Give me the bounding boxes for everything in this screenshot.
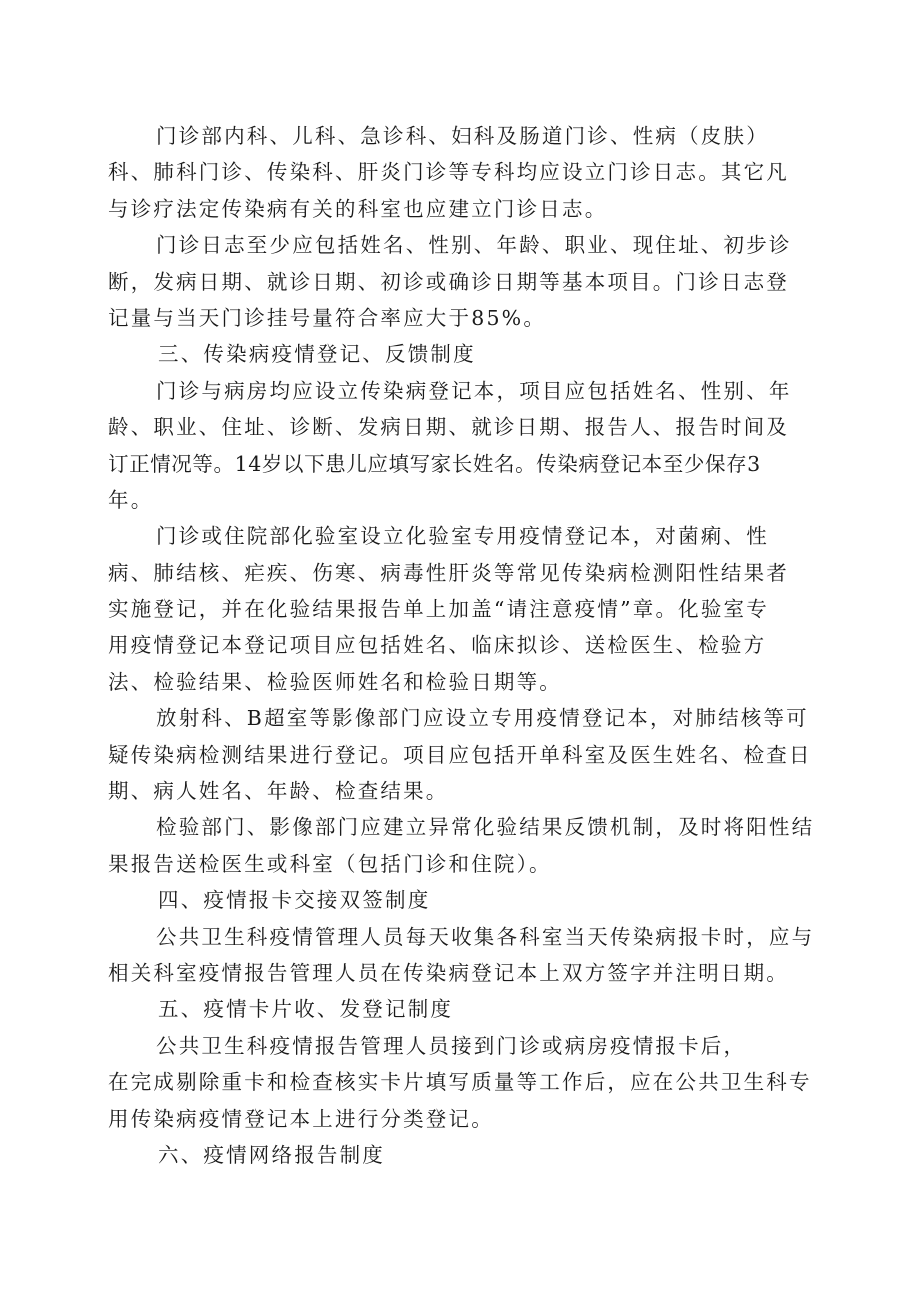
section-heading: 六、疫情网络报告制度 bbox=[158, 1142, 385, 1167]
paragraph-line: 相关科室疫情报告管理人员在传染病登记本上双方签字并注明日期。 bbox=[108, 960, 789, 985]
paragraph-line: 法、检验结果、检验医师姓名和检验日期等。 bbox=[108, 669, 562, 694]
section-heading: 三、传染病疫情登记、反馈制度 bbox=[158, 342, 476, 367]
paragraph-line: 在完成剔除重卡和检查核实卡片填写质量等工作后，应在公共卫生科专 bbox=[108, 1070, 812, 1095]
paragraph-line: 记量与当天门诊挂号量符合率应大于85%。 bbox=[108, 305, 547, 330]
section-heading: 五、疫情卡片收、发登记制度 bbox=[158, 997, 454, 1022]
paragraph-line: 公共卫生科疫情报告管理人员接到门诊或病房疫情报卡后， bbox=[156, 1033, 747, 1058]
paragraph-line: 龄、职业、住址、诊断、发病日期、就诊日期、报告人、报告时间及 bbox=[108, 415, 789, 440]
paragraph-line: 门诊或住院部化验室设立化验室专用疫情登记本，对菌痢、性 bbox=[156, 524, 769, 549]
paragraph-line: 门诊与病房均应设立传染病登记本，项目应包括姓名、性别、年 bbox=[156, 378, 792, 403]
paragraph-line: 科、肺科门诊、传染科、肝炎门诊等专科均应设立门诊日志。其它凡 bbox=[108, 160, 789, 185]
paragraph-line: 订正情况等。14岁以下患儿应填写家长姓名。传染病登记本至少保存3 bbox=[108, 451, 761, 476]
paragraph-line: 果报告送检医生或科室（包括门诊和住院）。 bbox=[108, 851, 552, 876]
paragraph-line: 门诊日志至少应包括姓名、性别、年龄、职业、现住址、初步诊 bbox=[156, 233, 792, 258]
paragraph-line: 公共卫生科疫情管理人员每天收集各科室当天传染病报卡时，应与 bbox=[156, 924, 815, 949]
paragraph-line: 门诊部内科、儿科、急诊科、妇科及肠道门诊、性病（皮肤） bbox=[156, 124, 769, 148]
paragraph-line: 用传染病疫情登记本上进行分类登记。 bbox=[108, 1106, 494, 1131]
paragraph-line: 断，发病日期、就诊日期、初诊或确诊日期等基本项目。门诊日志登 bbox=[108, 269, 789, 294]
paragraph-line: 实施登记，并在化验结果报告单上加盖“请注意疫情”章。化验室专 bbox=[108, 597, 769, 622]
section-heading: 四、疫情报卡交接双签制度 bbox=[158, 888, 431, 913]
document-page bbox=[108, 118, 824, 1173]
paragraph-line: 病、肺结核、疟疾、伤寒、病毒性肝炎等常见传染病检测阳性结果者 bbox=[108, 560, 789, 585]
paragraph-line: 用疫情登记本登记项目应包括姓名、临床拟诊、送检医生、检验方 bbox=[108, 633, 767, 658]
paragraph-line: 年。 bbox=[108, 487, 154, 512]
paragraph-line: 疑传染病检测结果进行登记。项目应包括开单科室及医生姓名、检查日 bbox=[108, 742, 812, 767]
paragraph-line: 与诊疗法定传染病有关的科室也应建立门诊日志。 bbox=[108, 196, 608, 221]
paragraph-line: 放射科、B超室等影像部门应设立专用疫情登记本，对肺结核等可 bbox=[156, 706, 809, 731]
paragraph-line: 期、病人姓名、年龄、检查结果。 bbox=[108, 779, 449, 804]
paragraph-line: 检验部门、影像部门应建立异常化验结果反馈机制，及时将阳性结 bbox=[156, 815, 815, 840]
